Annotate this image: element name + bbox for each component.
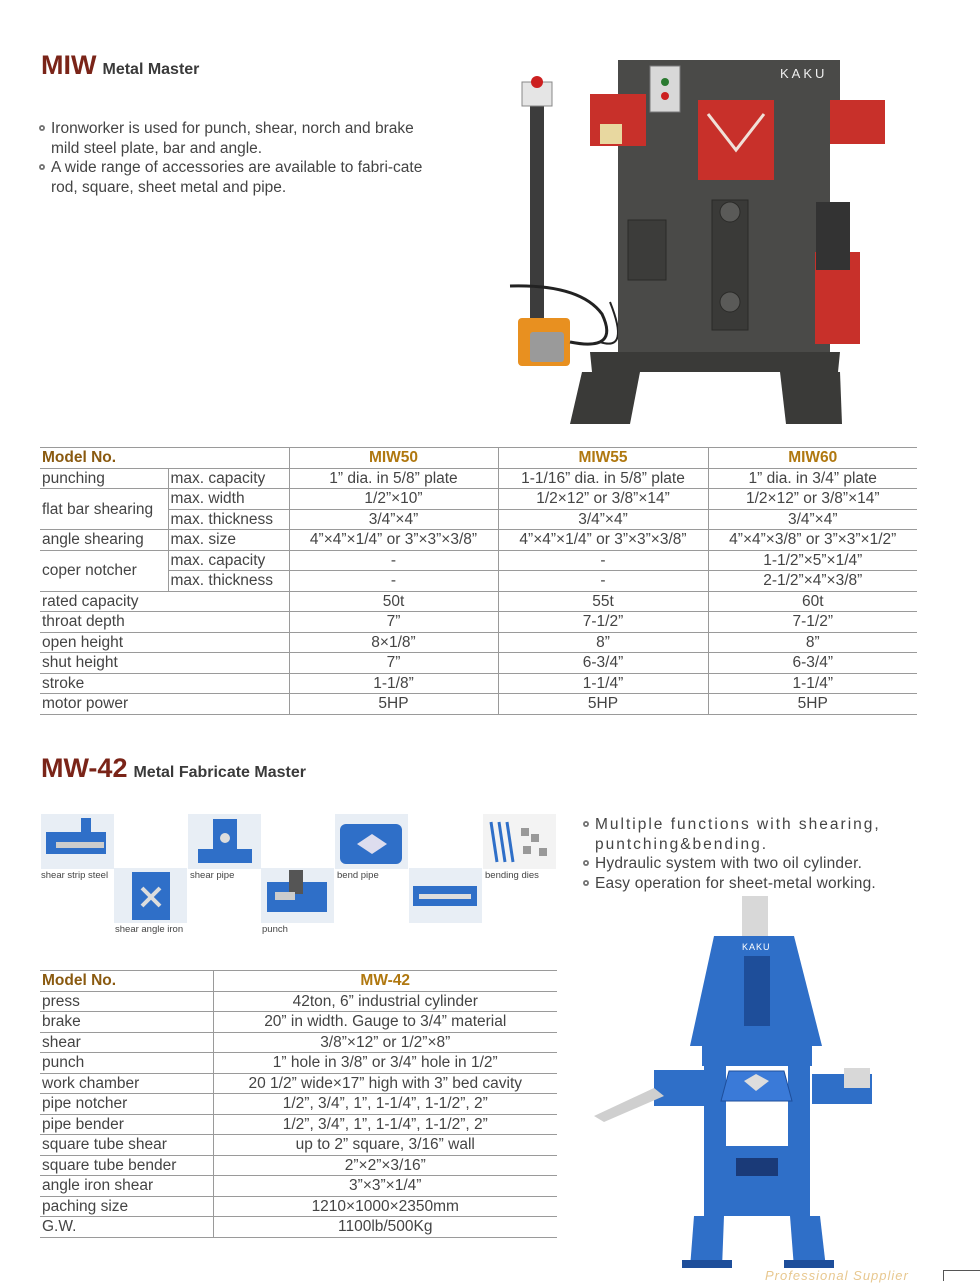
- table-row: [40, 468, 917, 489]
- cell-value: 1” hole in 3/8” or 3/4” hole in 1/2”: [213, 1053, 557, 1074]
- table-row: [40, 1155, 557, 1176]
- thumb-caption: shear pipe: [190, 870, 235, 881]
- cell-value: 7”: [289, 612, 498, 633]
- row-label: square tube shear: [40, 1135, 213, 1156]
- row-label: open height: [40, 632, 289, 653]
- cell-value: 55t: [498, 591, 708, 612]
- miw-header-model: MIW50: [289, 448, 498, 469]
- table-row: [40, 1053, 557, 1074]
- row-label: G.W.: [40, 1217, 213, 1238]
- row-label: punch: [40, 1053, 213, 1074]
- cell-value: 3/4”×4”: [289, 509, 498, 530]
- table-row: [40, 1073, 557, 1094]
- table-row: [40, 612, 917, 633]
- table-row: [40, 653, 917, 674]
- table-row: [40, 550, 917, 571]
- cell-value: 1-1/2”×5”×1/4”: [708, 550, 917, 571]
- table-row: [40, 591, 917, 612]
- miw-feature-item: A wide range of accessories are available to fabri-cate rod, square, sheet metal and pipe.: [39, 158, 429, 197]
- table-row: [40, 1196, 557, 1217]
- cell-value: 4”×4”×3/8” or 3”×3”×1/2”: [708, 530, 917, 551]
- footer-corner-mark: [943, 1270, 980, 1281]
- footer-text: Professional Supplier: [765, 1268, 909, 1283]
- miw-model-title: MIW: [41, 50, 97, 80]
- cell-value: 20” in width. Gauge to 3/4” material: [213, 1012, 557, 1033]
- row-label: stroke: [40, 673, 289, 694]
- row-label: pipe bender: [40, 1114, 213, 1135]
- miw-spec-table: [40, 447, 917, 715]
- row-label: press: [40, 991, 213, 1012]
- table-row: [40, 991, 557, 1012]
- cell-value: 4”×4”×1/4” or 3”×3”×3/8”: [498, 530, 708, 551]
- table-row: [40, 1012, 557, 1033]
- mw42-feature-item: Easy operation for sheet-metal working.: [583, 874, 918, 894]
- cell-value: 7”: [289, 653, 498, 674]
- miw-machine-brand: KAKU: [780, 66, 828, 81]
- table-row: [40, 530, 917, 551]
- thumb-caption: bend pipe: [337, 870, 379, 881]
- thumb-shear-pipe-image: [188, 814, 261, 869]
- mw42-heading: [41, 753, 306, 784]
- cell-value: 60t: [708, 591, 917, 612]
- cell-value: 6-3/4”: [708, 653, 917, 674]
- cell-value: 3/4”×4”: [498, 509, 708, 530]
- row-label: pipe notcher: [40, 1094, 213, 1115]
- mw42-header-model-no: Model No.: [40, 971, 213, 992]
- mw42-machine-brand: KAKU: [742, 942, 771, 952]
- cell-value: 1/2”, 3/4”, 1”, 1-1/4”, 1-1/2”, 2”: [213, 1114, 557, 1135]
- cell-value: 7-1/2”: [708, 612, 917, 633]
- row-label: angle iron shear: [40, 1176, 213, 1197]
- mw42-table-header-row: [40, 971, 557, 992]
- cell-value: 8”: [708, 632, 917, 653]
- row-label: flat bar shearing: [40, 489, 168, 530]
- miw-header-model-no: Model No.: [40, 448, 289, 469]
- cell-value: 2”×2”×3/16”: [213, 1155, 557, 1176]
- mw42-header-model: MW-42: [213, 971, 557, 992]
- cell-value: 3/4”×4”: [708, 509, 917, 530]
- row-label: angle shearing: [40, 530, 168, 551]
- table-row: [40, 1114, 557, 1135]
- mw42-model-title: MW-42: [41, 753, 128, 783]
- thumb-caption: shear angle iron: [115, 924, 184, 935]
- thumb-brake-image: [409, 868, 482, 923]
- cell-value: 8”: [498, 632, 708, 653]
- cell-value: 50t: [289, 591, 498, 612]
- cell-value: -: [498, 571, 708, 592]
- table-row: [40, 571, 917, 592]
- row-label: square tube bender: [40, 1155, 213, 1176]
- cell-value: 1210×1000×2350mm: [213, 1196, 557, 1217]
- mw42-feature-item: Multiple functions with shearing, puntching&bending.: [583, 815, 918, 854]
- miw-header-model: MIW60: [708, 448, 917, 469]
- cell-value: up to 2” square, 3/16” wall: [213, 1135, 557, 1156]
- row-label: rated capacity: [40, 591, 289, 612]
- row-sublabel: max. thickness: [168, 571, 289, 592]
- row-label: work chamber: [40, 1073, 213, 1094]
- row-label: paching size: [40, 1196, 213, 1217]
- table-row: [40, 489, 917, 510]
- cell-value: 42ton, 6” industrial cylinder: [213, 991, 557, 1012]
- cell-value: -: [289, 571, 498, 592]
- thumb-shear-strip-steel-image: [41, 814, 114, 869]
- cell-value: 1-1/4”: [708, 673, 917, 694]
- table-row: [40, 673, 917, 694]
- row-sublabel: max. capacity: [168, 550, 289, 571]
- mw42-spec-table: [40, 970, 557, 1238]
- cell-value: 3”×3”×1/4”: [213, 1176, 557, 1197]
- cell-value: 7-1/2”: [498, 612, 708, 633]
- row-label: shut height: [40, 653, 289, 674]
- miw-header-model: MIW55: [498, 448, 708, 469]
- cell-value: 1/2”×10”: [289, 489, 498, 510]
- cell-value: 5HP: [289, 694, 498, 715]
- cell-value: 1/2”, 3/4”, 1”, 1-1/4”, 1-1/2”, 2”: [213, 1094, 557, 1115]
- cell-value: 1-1/8”: [289, 673, 498, 694]
- mw42-subtitle: Metal Fabricate Master: [133, 764, 306, 781]
- row-sublabel: max. thickness: [168, 509, 289, 530]
- cell-value: 5HP: [498, 694, 708, 715]
- table-row: [40, 1032, 557, 1053]
- thumb-punch-image: [261, 868, 334, 923]
- cell-value: 1” dia. in 3/4” plate: [708, 468, 917, 489]
- table-row: [40, 632, 917, 653]
- table-row: [40, 1217, 557, 1238]
- table-row: [40, 509, 917, 530]
- cell-value: 1100lb/500Kg: [213, 1217, 557, 1238]
- table-row: [40, 1176, 557, 1197]
- cell-value: 8×1/8”: [289, 632, 498, 653]
- table-row: [40, 1094, 557, 1115]
- cell-value: 20 1/2” wide×17” high with 3” bed cavity: [213, 1073, 557, 1094]
- cell-value: 5HP: [708, 694, 917, 715]
- cell-value: 1-1/4”: [498, 673, 708, 694]
- thumb-caption: bending dies: [485, 870, 539, 881]
- cell-value: 6-3/4”: [498, 653, 708, 674]
- row-label: brake: [40, 1012, 213, 1033]
- cell-value: -: [498, 550, 708, 571]
- row-label: shear: [40, 1032, 213, 1053]
- cell-value: 2-1/2”×4”×3/8”: [708, 571, 917, 592]
- cell-value: 1-1/16” dia. in 5/8” plate: [498, 468, 708, 489]
- miw-subtitle: Metal Master: [102, 61, 200, 78]
- row-sublabel: max. capacity: [168, 468, 289, 489]
- miw-table-header-row: [40, 448, 917, 469]
- mw42-feature-list: [583, 815, 918, 893]
- cell-value: 1/2×12” or 3/8”×14”: [498, 489, 708, 510]
- row-label: coper notcher: [40, 550, 168, 591]
- row-label: motor power: [40, 694, 289, 715]
- row-label: throat depth: [40, 612, 289, 633]
- thumb-shear-angle-iron-image: [114, 868, 187, 923]
- cell-value: -: [289, 550, 498, 571]
- table-row: [40, 1135, 557, 1156]
- miw-feature-list: [39, 119, 429, 197]
- thumb-bending-dies-image: [483, 814, 556, 869]
- row-sublabel: max. width: [168, 489, 289, 510]
- miw-heading: [41, 50, 199, 81]
- mw42-feature-item: Hydraulic system with two oil cylinder.: [583, 854, 918, 874]
- cell-value: 3/8”×12” or 1/2”×8”: [213, 1032, 557, 1053]
- ironworker-machine-image: [490, 52, 900, 430]
- thumb-bend-pipe-image: [335, 814, 408, 869]
- mw42-machine-image: [594, 896, 914, 1271]
- cell-value: 1/2×12” or 3/8”×14”: [708, 489, 917, 510]
- table-row: [40, 694, 917, 715]
- cell-value: 1” dia. in 5/8” plate: [289, 468, 498, 489]
- row-label: punching: [40, 468, 168, 489]
- row-sublabel: max. size: [168, 530, 289, 551]
- thumb-caption: punch: [262, 924, 288, 935]
- miw-feature-item: Ironworker is used for punch, shear, norch and brake mild steel plate, bar and angle.: [39, 119, 429, 158]
- thumb-caption: shear strip steel: [41, 870, 109, 881]
- cell-value: 4”×4”×1/4” or 3”×3”×3/8”: [289, 530, 498, 551]
